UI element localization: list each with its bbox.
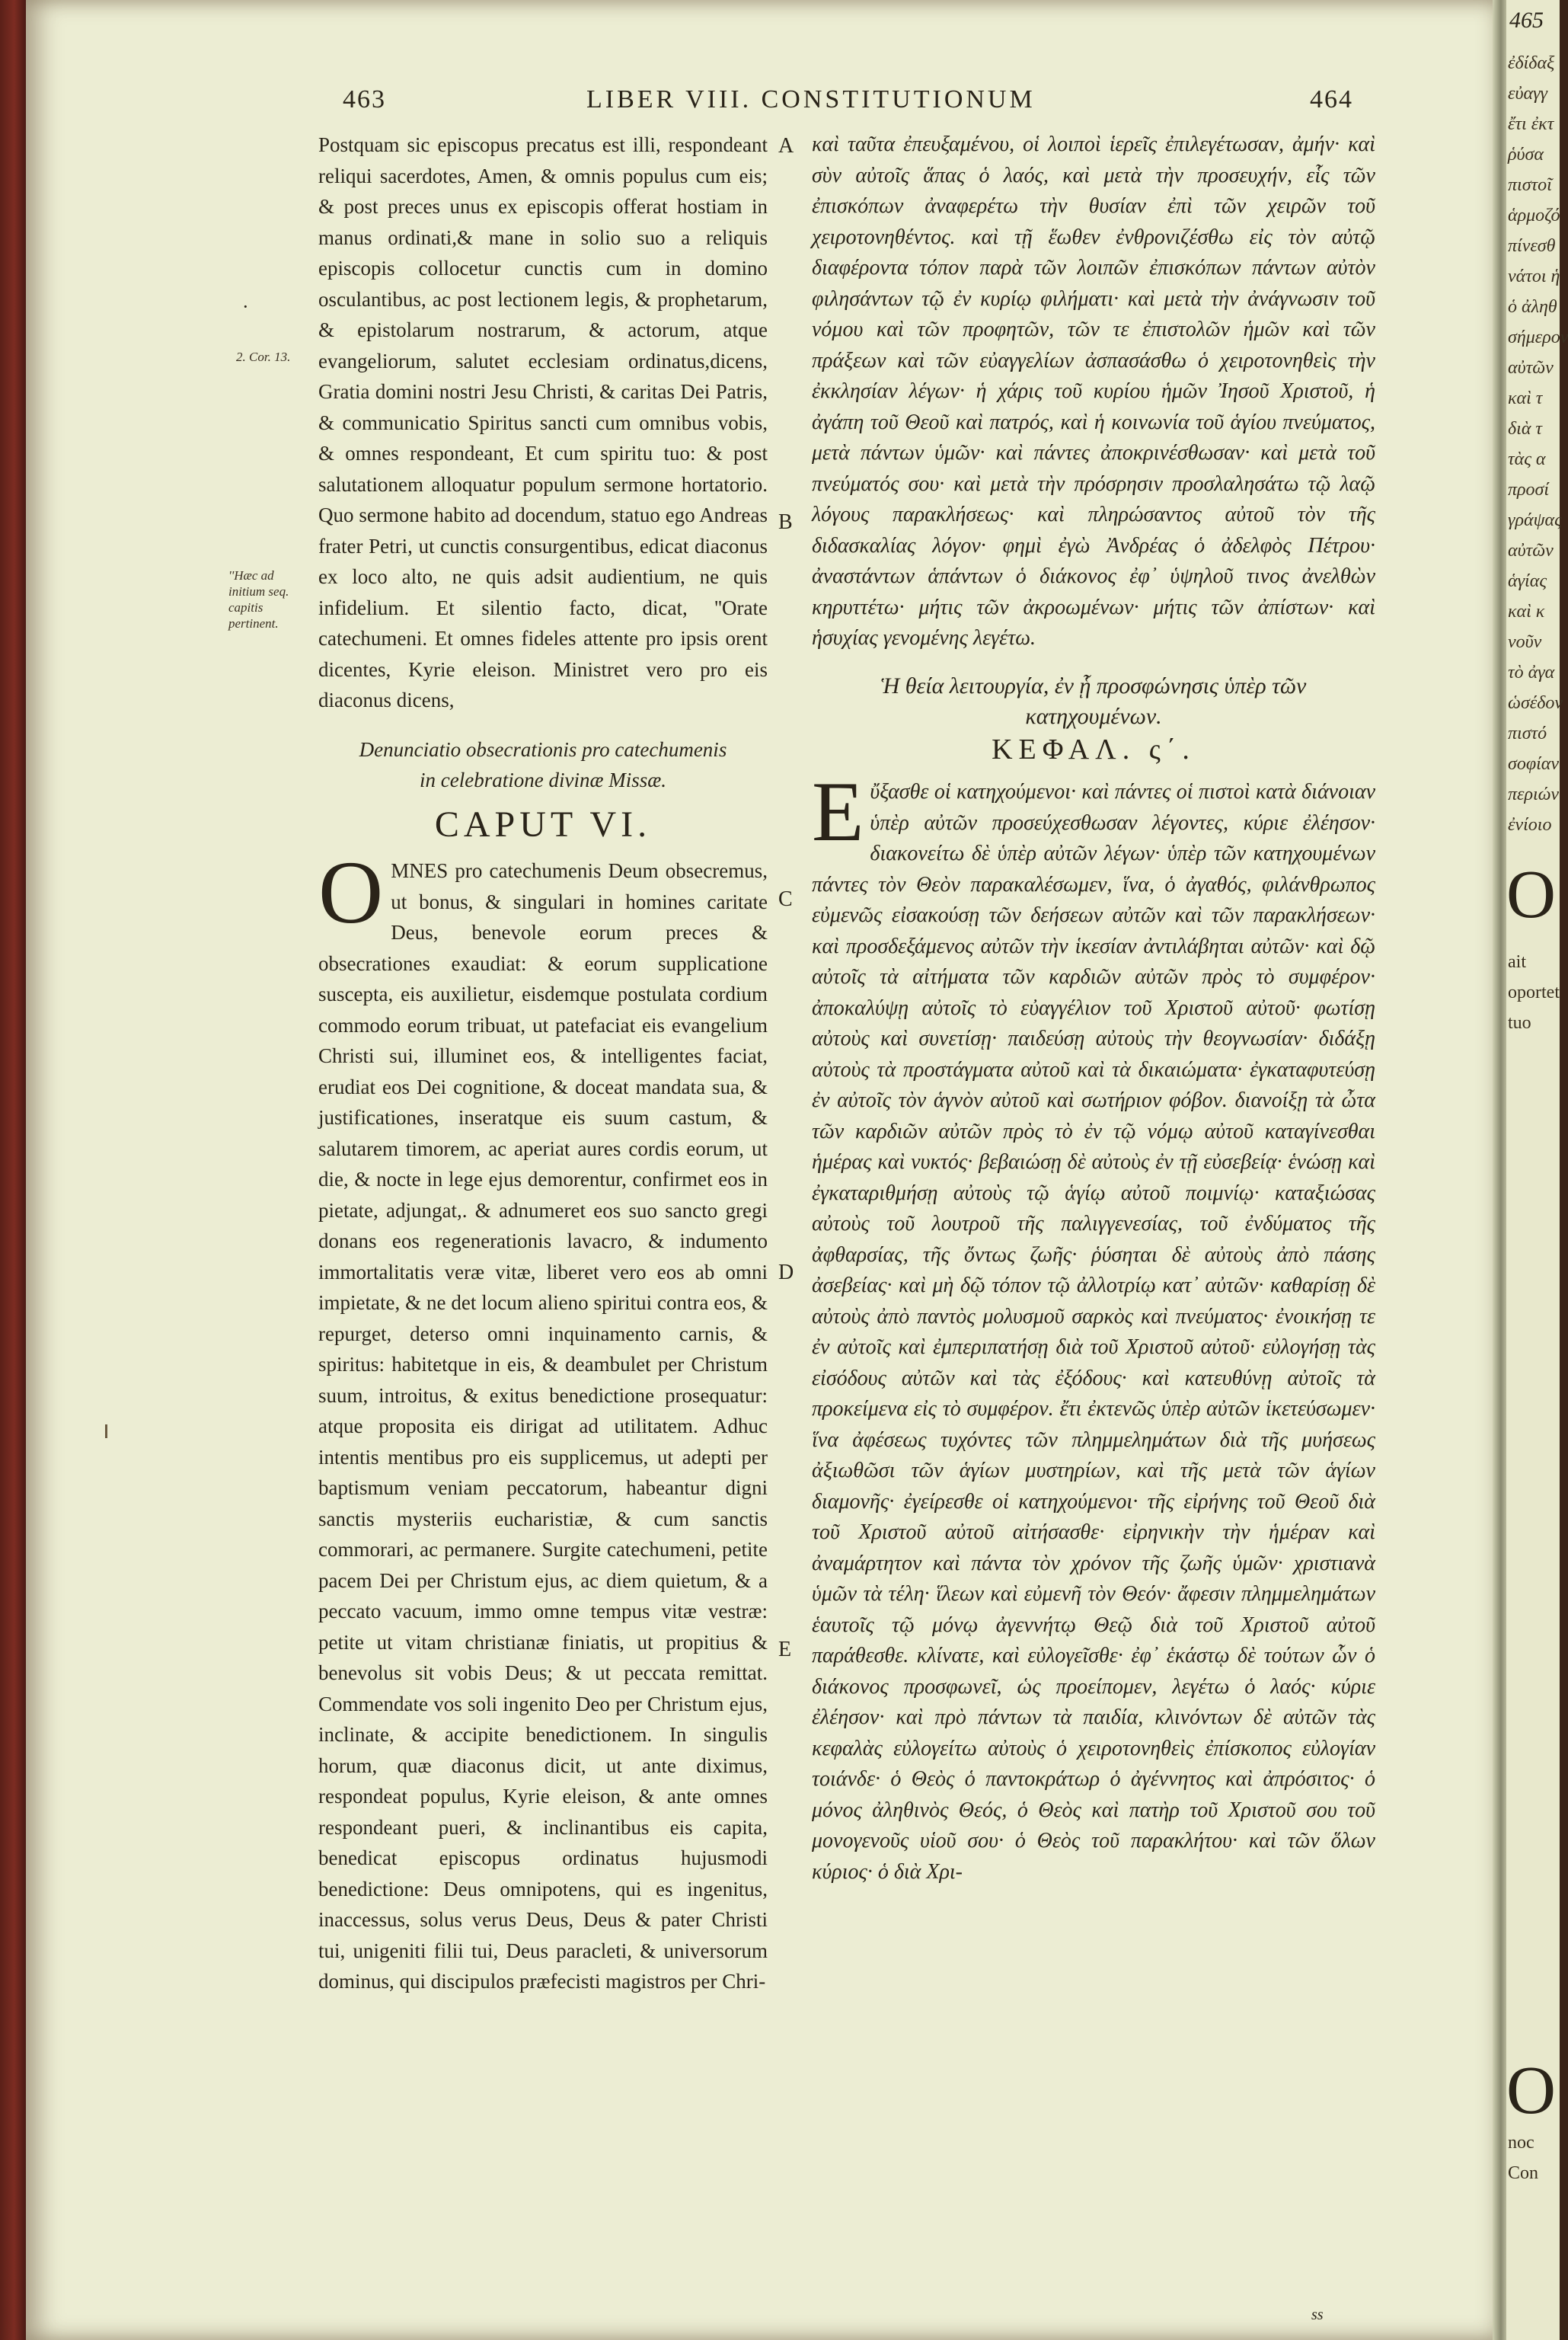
greek-column [812,129,1375,1888]
next-page-edge [1506,0,1568,2340]
next-page-fragment: αὐτῶν [1508,541,1554,561]
kefal-heading: ΚΕΦΑΛ. ς΄. [992,733,1196,766]
next-page-fragment: σοφίαν [1508,754,1560,774]
next-page-fragment: ἐδίδαξ [1508,53,1555,73]
section-letter-e: E [778,1638,792,1661]
signature-mark: ss [1311,2306,1324,2323]
next-page-dropcap: O [1506,857,1556,932]
latin-chapter-body [318,842,768,1997]
next-page-fragment: πιστό [1508,724,1547,743]
caput-heading: CAPUT VI. [434,804,652,845]
next-page-fragment: τὸ ἀγα [1508,663,1555,682]
section-letter-c: C [778,887,793,911]
running-title: LIBER VIII. CONSTITUTIONUM [586,85,1036,113]
next-page-fragment: ἔτι ἐκτ [1508,114,1554,134]
latin-chapter-title: Denunciatio obsecrationis pro catechumenis in celebratione divinæ Missæ. [359,737,727,791]
next-page-fragment: ἐνίοιο [1508,815,1552,835]
latin-column [318,129,768,1997]
next-page-fragment: προσί [1508,480,1550,500]
greek-dropcap: Ε [812,765,864,859]
latin-body-text: MNES pro catechumenis Deum obsecremus, ut bonus, & singulari in homines caritate Deus, benevole eorum preces & obsecrationes exaudiat: & eorum supplicatione suscepta, eis auxilietur, eisdemque postulata cordium commodo eorum tribuat, ut patefaciat eis evangelium Christi sui, illuminet eos, & intelligentes faciat, erudiat eos Dei cognitione, & doceat mandata sua, & justificationes, inseratque eis suum castum, & salutarem timorem, ac aperiat aures cordis eorum, ut die, & nocte in lege ejus demorentur, confirmet eos in pietate, adjungat,. & adnumeret eos suo sancto gregi donans eos regenerationis lavacro, & indumento immortalitatis veræ vitæ, liberet vero eos ab omni impietate, & ne det locum alieno spiritui contra eos, & repurget, deterso omni inquinamento carnis, & spiritus: habitetque in eis, & deambulet per Christum suum, introitus, & exitus benedictione prosequatur: atque proposita eis dirigat ad utilitatem. Adhuc intentis mentibus pro eis supplicemus, ut adepti per baptismum veniam peccatorum, habeantur digni sanctis mysteriis eucharistiæ, & cum sanctis commorari, ac permanere. Surgite catechumeni, petite pacem Dei per Christum ejus, ac diem quietum, & a peccato vacuum, immo omne tempus vitæ vestræ: petite ut vitam christianæ finiatis, ut propitius & benevolus sit vobis Deus; & ut peccata remittat. Commendate vos soli ingenito Deo per Christum ejus, inclinate, & accipite benedictionem. In singulis horum, quæ diaconus dicit, ut ante diximus, respondeat populus, Kyrie eleison, & ante omnes respondeant pueri, & inclinantibus eis capita, benedicat episcopus ordinatus hujusmodi benedictione: Deus omnipotens, qui es ingenitus, inaccessus, solus verus Deus, Deus & pater Christi tui, unigeniti filii tui, Deus paracleti, & universorum dominus, qui discipulos præfecisti magistros per Chri- [318,859,768,1993]
next-page-latin-fragment: noc [1508,2133,1534,2153]
next-page-latin-fragment: Con [1508,2163,1539,2183]
latin-intro: Postquam sic episcopus precatus est illi, respondeant reliqui sacerdotes, Amen, & omnis populus cum eis; & post preces unus ex episcopis offerat hostiam in manus ordinati,& mane in solio suo a reliquis episcopis collocetur cunctis cum in domino osculantibus, ac post lectionem legis, & prophetarum, & epistolarum nostrarum, & actorum, atque evangeliorum, salutet ecclesiam ordinatus,dicens, Gratia domini nostri Jesu Christi, & caritas Dei Patris, & communicatio Spiritus sancti cum omnibus vobis, & omnes respondeant, Et cum spiritu tuo: & post salutationem alloquatur populum sermone hortatorio. Quo sermone habito ad docendum, statuo ego Andreas frater Petri, ut cunctis consurgentibus, edicat diaconus ex loco alto, ne quis adsit audientium, ne quis infidelium. Et silentio facto, dicat, ''Orate catechumeni. Et omnes fideles attente pro ipsis orent dicentes, Kyrie eleison. Ministret vero pro eis diaconus dicens, [318,133,768,711]
book-cover-edge [0,0,26,2340]
next-page-fragment: σήμερον [1508,328,1568,347]
margin-mark: · [242,296,249,318]
next-page-fragment: καὶ τ [1508,388,1543,408]
greek-chapter-title: Ἡ θεία λειτουργία, ἐν ᾗ προσφώνησις ὑπὲρ τῶν κατηχουμένων. [880,673,1307,729]
next-page-number: 465 [1509,8,1544,33]
next-page-fragment: νάτοι ἡ [1508,267,1560,286]
next-page-dropcap-lower: O [1506,2053,1556,2128]
next-page-fragment: καὶ κ [1508,602,1545,622]
next-page-fragment: ὁ ἀληθ [1508,297,1557,317]
next-page-fragment: νοῦν [1508,632,1542,652]
greek-chapter-body [812,765,1375,1888]
next-page-fragment: πιστοῖ [1508,175,1552,195]
next-page-latin-fragment: ait [1508,952,1526,972]
next-page-fragment: ῥύσα [1508,145,1544,165]
greek-intro: καὶ ταῦτα ἐπευξαμένου, οἱ λοιποὶ ἱερεῖς ἐπιλεγέτωσαν, ἀμήν· καὶ σὺν αὐτοῖς ἅπας ὁ λαός, καὶ μετὰ τὴν προσευχήν, εἷς τῶν ἐπισκόπων ἀναφερέτω τὴν θυσίαν ἐπὶ τῶν χειρῶν τοῦ χειροτονηθέντος. καὶ τῇ ἕωθεν ἐνθρονιζέσθω εἰς τὸν αὐτῷ διαφέροντα τόπον παρὰ τῶν λοιπῶν ἐπισκόπων πάντων αὐτὸν φιλησάντων τῷ ἐν κυρίῳ φιλήματι· καὶ μετὰ τὴν ἀνάγνωσιν τοῦ νόμου καὶ τῶν προφητῶν, τῶν τε ἐπιστολῶν ἡμῶν καὶ τῶν πράξεων καὶ τῶν εὐαγγελίων ἀσπασάσθω ὁ χειροτονηθεὶς τὴν ἐκκλησίαν λέγων· ἡ χάρις τοῦ κυρίου ἡμῶν Ἰησοῦ Χριστοῦ, ἡ ἀγάπη τοῦ Θεοῦ καὶ πατρός, καὶ ἡ κοινωνία τοῦ ἁγίου πνεύματος, μετὰ πάντων ὑμῶν· καὶ πάντες ἀποκρινέσθωσαν· καὶ μετὰ τοῦ πνεύματός σου· καὶ μετὰ τὴν πρόσρησιν προσλαλησάτω τῷ λαῷ λόγους παρακλήσεως· καὶ πληρώσαντος αὐτοῦ τὸν τῆς διδασκαλίας λόγον· φημὶ ἐγὼ Ἀνδρέας ὁ ἀδελφὸς Πέτρου· ἀναστάντων ἁπάντων ὁ διάκονος ἐφ᾽ ὑψηλοῦ τινος ἀνελθὼν κηρυττέτω· μήτις τῶν ἀκροωμένων· μήτις τῶν ἀπίστων· καὶ ἡσυχίας γενομένης λεγέτω. [812,133,1375,650]
section-letter-b: B [778,510,793,534]
margin-note-cor: 2. Cor. 13. [236,350,291,364]
greek-body-text: ὔξασθε οἱ κατηχούμενοι· καὶ πάντες οἱ πιστοὶ κατὰ διάνοιαν ὑπὲρ αὐτῶν προσεύχεσθωσαν λέγοντες, κύριε ἐλέησον· διακονείτω δὲ ὑπὲρ αὐτῶν λέγων· ὑπὲρ τῶν κατηχουμένων πάντες τὸν Θεὸν παρακαλέσωμεν, ἵνα, ὁ ἀγαθός, φιλάνθρωπος εὐμενῶς εἰσακούσῃ τῶν δεήσεων αὐτῶν καὶ τῶν παρακλήσεων· καὶ προσδεξάμενος αὐτῶν τὴν ἱκεσίαν ἀντιλάβηται αὐτῶν· καὶ δῷ αὐτοῖς τὰ αἰτήματα τῶν καρδιῶν αὐτῶν πρὸς τὸ συμφέρον· ἀποκαλύψῃ αὐτοῖς τὸ εὐαγγέλιον τοῦ Χριστοῦ αὐτοῦ· φωτίσῃ αὐτοὺς καὶ συνετίσῃ· παιδεύσῃ αὐτοὺς τὴν θεογνωσίαν· διδάξῃ αὐτοὺς τὰ προστάγματα αὐτοῦ καὶ τὰ δικαιώματα· ἐγκαταφυτεύσῃ ἐν αὐτοῖς τὸν ἁγνὸν αὐτοῦ καὶ σωτήριον φόβον. διανοίξῃ τὰ ὦτα τῶν καρδιῶν αὐτῶν πρὸς τὸ ἐν τῷ νόμῳ αὐτοῦ καταγίνεσθαι ἡμέρας καὶ νυκτός· βεβαιώσῃ δὲ αὐτοὺς ἐν τῇ εὐσεβείᾳ· ἑνώσῃ καὶ ἐγκαταριθμήσῃ αὐτοὺς τῷ ἁγίῳ αὐτοῦ ποιμνίῳ· καταξιώσας αὐτοὺς τοῦ λουτροῦ τῆς παλιγγενεσίας, τοῦ ἐνδύματος τῆς ἀφθαρσίας, τῆς ὄντως ζωῆς· ῥύσηται δὲ αὐτοὺς ἀπὸ πάσης ἀσεβείας· καὶ μὴ δῷ τόπον τῷ ἀλλοτρίῳ κατ᾽ αὐτῶν· καθαρίσῃ δὲ αὐτοὺς ἀπὸ παντὸς μολυσμοῦ σαρκὸς καὶ πνεύματος· ἐνοικήσῃ τε ἐν αὐτοῖς καὶ ἐμπεριπατήσῃ διὰ τοῦ Χριστοῦ αὐτοῦ· εὐλογήσῃ τὰς εἰσόδους αὐτῶν καὶ τὰς ἐξόδους· καὶ κατευθύνῃ αὐτοῖς τὰ προκείμενα εἰς τὸ συμφέρον. ἔτι ἐκτενῶς ὑπὲρ αὐτῶν ἱκετεύσωμεν· ἵνα ἀφέσεως τυχόντες τῶν πλημμελημάτων διὰ τῆς μυήσεως ἀξιωθῶσι τῶν ἁγίων μυστηρίων, καὶ τῆς μετὰ τῶν ἁγίων διαμονῆς· ἐγείρεσθε οἱ κατηχούμενοι· τῆς εἰρήνης τοῦ Θεοῦ διὰ τοῦ Χριστοῦ αὐτοῦ αἰτήσασθε· εἰρηνικὴν τὴν ἡμέραν καὶ ἀναμάρτητον καὶ πάντα τὸν χρόνον τῆς ζωῆς ὑμῶν· χριστιανὰ ὑμῶν τὰ τέλη· ἵλεων καὶ εὐμενῆ τὸν Θεόν· ἄφεσιν πλημμελημάτων ἑαυτοῖς τῷ μόνῳ ἀγεννήτῳ Θεῷ διὰ τοῦ Χριστοῦ αὐτοῦ παράθεσθε. κλίνατε, καὶ εὐλογεῖσθε· ἐφ᾽ ἑκάστῳ δὲ τούτων ὧν ὁ διάκονος προσφωνεῖ, ὡς προείπομεν, λεγέτω ὁ λαός· κύριε ἐλέησον· καὶ πρὸ πάντων τὰ παιδία, κλινόντων δὲ αὐτῶν τὰς κεφαλὰς εὐλογείτω αὐτοὺς ὁ χειροτονηθεὶς ἐπίσκοπος εὐλογίαν τοιάνδε· ὁ Θεὸς ὁ παντοκράτωρ ὁ ἀγέννητος καὶ ἀπρόσιτος· ὁ μόνος ἀληθινὸς Θεός, ὁ Θεὸς καὶ πατὴρ τοῦ Χριστοῦ σου τοῦ μονογενοῦς υἱοῦ σου· ὁ Θεὸς τοῦ παρακλήτου· καὶ τῶν ὅλων κύριος· ὁ διὰ Χρι- [812,780,1375,1884]
margin-note-haec: ''Hæc ad initium seq. capitis pertinent. [228,568,289,631]
next-page-fragment: ἁρμοζό [1508,206,1560,225]
book-gutter [1493,0,1506,2340]
next-page-latin-fragment: oportet [1508,983,1560,1002]
latin-dropcap: O [318,842,384,942]
section-letter-d: D [778,1261,794,1284]
next-page-latin-fragment: tuo [1508,1013,1531,1033]
next-page-fragment: γράψας [1508,510,1562,530]
next-page-fragment: ὡσέδον [1508,693,1563,713]
next-page-fragment: αὐτῶν [1508,358,1554,378]
next-page-fragment: εὐαγγ [1508,84,1547,104]
next-page-fragment: πίνεσθ [1508,236,1556,256]
next-page-fragment: διὰ τ [1508,419,1543,439]
next-page-fragment: περιών [1508,785,1560,804]
next-page-fragment: ἁγίας [1508,571,1547,591]
right-page-number: 464 [1310,85,1353,113]
margin-mark-lower [105,1424,107,1438]
next-page-fragment: τὰς α [1508,449,1546,469]
section-letter-a: A [778,134,794,158]
left-page-number: 463 [343,85,386,113]
